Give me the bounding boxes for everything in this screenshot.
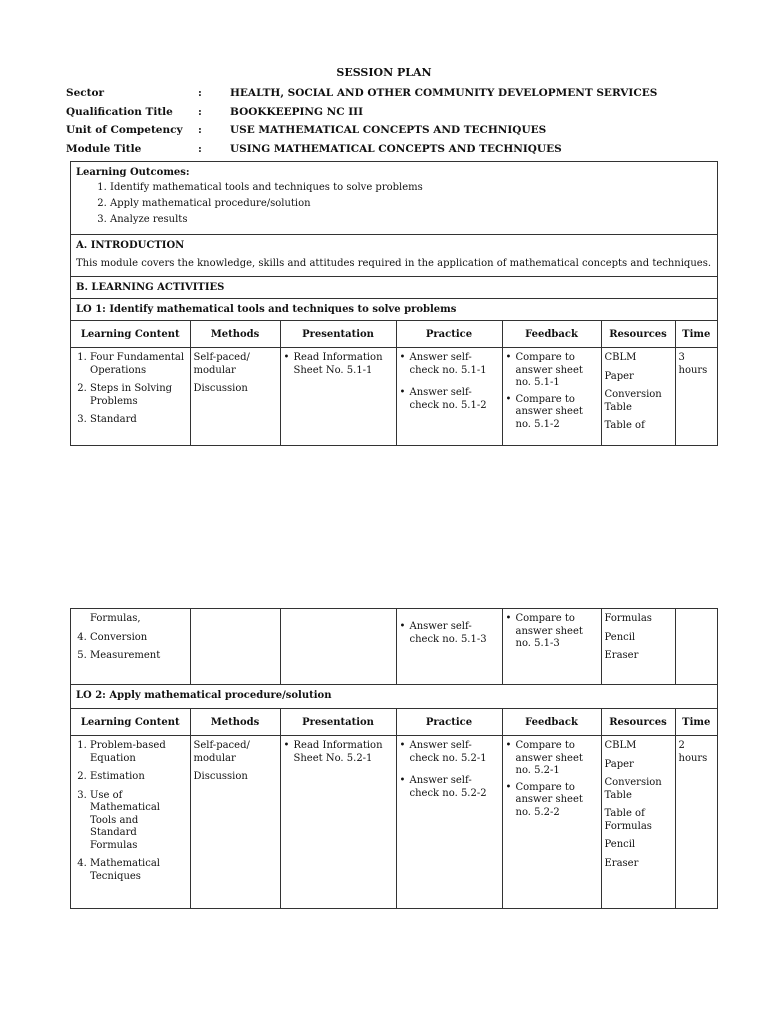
time-cell: 3 hours xyxy=(678,352,708,376)
content-item: 1. Problem-based Equation xyxy=(90,740,187,765)
table-row xyxy=(71,348,717,446)
methods-cell xyxy=(190,609,280,684)
practice-item: • Answer self-check no. 5.1-3 xyxy=(400,621,499,646)
meta-value: HEALTH, SOCIAL AND OTHER COMMUNITY DEVELOPMENT SERVICES xyxy=(230,87,658,99)
content-item: 2. Estimation xyxy=(90,771,187,784)
feedback-item: • Compare to answer sheet no. 5.1-3 xyxy=(506,613,598,651)
meta-value: USE MATHEMATICAL CONCEPTS AND TECHNIQUES xyxy=(230,124,547,136)
col-header: Resources xyxy=(601,321,675,348)
learning-content-cell xyxy=(71,609,190,684)
col-header: Feedback xyxy=(502,709,601,736)
learning-outcomes-heading: Learning Outcomes: xyxy=(76,167,190,178)
resource-item: Table of xyxy=(604,420,645,431)
resource-item: Eraser xyxy=(604,857,639,869)
introduction-text: This module covers the knowledge, skills and attitudes required in the application of mathematical concepts and techniques. xyxy=(76,258,712,269)
method-item: Self-paced/ modular xyxy=(193,352,250,376)
col-header: Learning Content xyxy=(71,321,190,348)
methods-cell xyxy=(190,348,280,446)
lo1-continued-table xyxy=(71,609,717,684)
feedback-cell xyxy=(502,736,601,908)
practice-cell xyxy=(396,736,502,908)
col-header: Presentation xyxy=(280,709,396,736)
introduction-section xyxy=(71,235,717,277)
meta-colon: : xyxy=(198,106,202,118)
lo2-table xyxy=(71,709,717,908)
session-plan-frame xyxy=(70,161,718,446)
page-title: SESSION PLAN xyxy=(336,66,432,79)
col-header: Feedback xyxy=(502,321,601,348)
resource-item: Pencil xyxy=(604,839,636,850)
meta-colon: : xyxy=(198,124,202,136)
meta-colon: : xyxy=(198,87,202,99)
content-item: 3. Use of Mathematical Tools and Standard Formulas xyxy=(90,790,187,853)
resource-item: Paper xyxy=(604,370,634,382)
resource-item: Conversion Table xyxy=(604,777,662,801)
method-item: Discussion xyxy=(193,771,248,782)
col-header: Time xyxy=(675,709,717,736)
content-item: 4. Mathematical Tecniques xyxy=(90,858,187,883)
col-header: Practice xyxy=(396,709,502,736)
meta-key: Qualification Title xyxy=(66,106,173,118)
meta-key: Module Title xyxy=(66,143,142,155)
col-header: Time xyxy=(675,321,717,348)
content-item: 3. Standard xyxy=(90,414,187,427)
meta-value: USING MATHEMATICAL CONCEPTS AND TECHNIQUES xyxy=(230,143,562,155)
table-header-row xyxy=(71,321,717,348)
presentation-cell xyxy=(280,348,396,446)
presentation-item: • Read Information Sheet No. 5.1-1 xyxy=(284,352,393,377)
outcome-item: 2. Apply mathematical procedure/solution xyxy=(110,198,712,209)
practice-item: • Answer self-check no. 5.1-2 xyxy=(400,387,499,412)
learning-content-cell xyxy=(71,736,190,908)
learning-outcomes xyxy=(71,162,717,235)
col-header: Presentation xyxy=(280,321,396,348)
resource-item: Eraser xyxy=(604,650,639,661)
method-item: Discussion xyxy=(193,383,248,394)
lo2-table-wrap xyxy=(71,709,717,908)
learning-activities-heading: B. LEARNING ACTIVITIES xyxy=(71,277,717,299)
resources-cell xyxy=(601,348,675,446)
col-header: Methods xyxy=(190,709,280,736)
practice-cell xyxy=(396,348,502,446)
col-header: Learning Content xyxy=(71,709,190,736)
lo2-heading: LO 2: Apply mathematical procedure/solution xyxy=(71,685,717,709)
practice-item: • Answer self-check no. 5.1-1 xyxy=(400,352,499,377)
resource-item: Paper xyxy=(604,758,634,770)
feedback-cell xyxy=(502,609,601,684)
learning-content-cell xyxy=(71,348,190,446)
lo1-table xyxy=(71,321,717,445)
lo1-continued-wrap xyxy=(71,609,717,685)
content-item: 2. Steps in Solving Problems xyxy=(90,383,187,408)
resource-item: Table of Formulas xyxy=(604,808,652,832)
outcome-item: 3. Analyze results xyxy=(110,214,712,225)
time-cell xyxy=(675,609,717,684)
lo1-table-wrap xyxy=(71,321,717,445)
feedback-item: • Compare to answer sheet no. 5.1-1 xyxy=(506,352,598,390)
resources-cell xyxy=(601,736,675,908)
meta-value: BOOKKEEPING NC III xyxy=(230,106,363,118)
meta-key: Sector xyxy=(66,87,105,99)
table-header-row xyxy=(71,709,717,736)
content-item: 5. Measurement xyxy=(90,650,187,663)
practice-item: • Answer self-check no. 5.2-1 xyxy=(400,740,499,765)
presentation-cell xyxy=(280,609,396,684)
resource-item: Formulas xyxy=(604,613,652,624)
learning-outcomes-list xyxy=(76,182,712,225)
introduction-heading: A. INTRODUCTION xyxy=(76,240,185,251)
feedback-item: • Compare to answer sheet no. 5.2-2 xyxy=(506,782,598,820)
content-item: 1. Four Fundamental Operations xyxy=(90,352,187,377)
resource-item: Conversion Table xyxy=(604,389,662,413)
col-header: Methods xyxy=(190,321,280,348)
meta-colon: : xyxy=(198,143,202,155)
presentation-item: • Read Information Sheet No. 5.2-1 xyxy=(284,740,393,765)
col-header: Practice xyxy=(396,321,502,348)
methods-cell xyxy=(190,736,280,908)
lo1-heading: LO 1: Identify mathematical tools and techniques to solve problems xyxy=(71,299,717,321)
table-row xyxy=(71,609,717,684)
feedback-item: • Compare to answer sheet no. 5.2-1 xyxy=(506,740,598,778)
content-item: Formulas, xyxy=(90,613,141,624)
outcome-item: 1. Identify mathematical tools and techniques to solve problems xyxy=(110,182,712,193)
feedback-cell xyxy=(502,348,601,446)
practice-cell xyxy=(396,609,502,684)
method-item: Self-paced/ modular xyxy=(193,740,250,764)
table-row xyxy=(71,736,717,908)
content-item: 4. Conversion xyxy=(90,632,187,645)
session-plan-frame-continued xyxy=(70,608,718,909)
feedback-item: • Compare to answer sheet no. 5.1-2 xyxy=(506,394,598,432)
time-cell: 2 hours xyxy=(678,740,708,764)
resources-cell xyxy=(601,609,675,684)
presentation-cell xyxy=(280,736,396,908)
col-header: Resources xyxy=(601,709,675,736)
resource-item: CBLM xyxy=(604,740,637,751)
practice-item: • Answer self-check no. 5.2-2 xyxy=(400,775,499,800)
resource-item: Pencil xyxy=(604,631,636,643)
resource-item: CBLM xyxy=(604,352,637,363)
meta-key: Unit of Competency xyxy=(66,124,183,136)
